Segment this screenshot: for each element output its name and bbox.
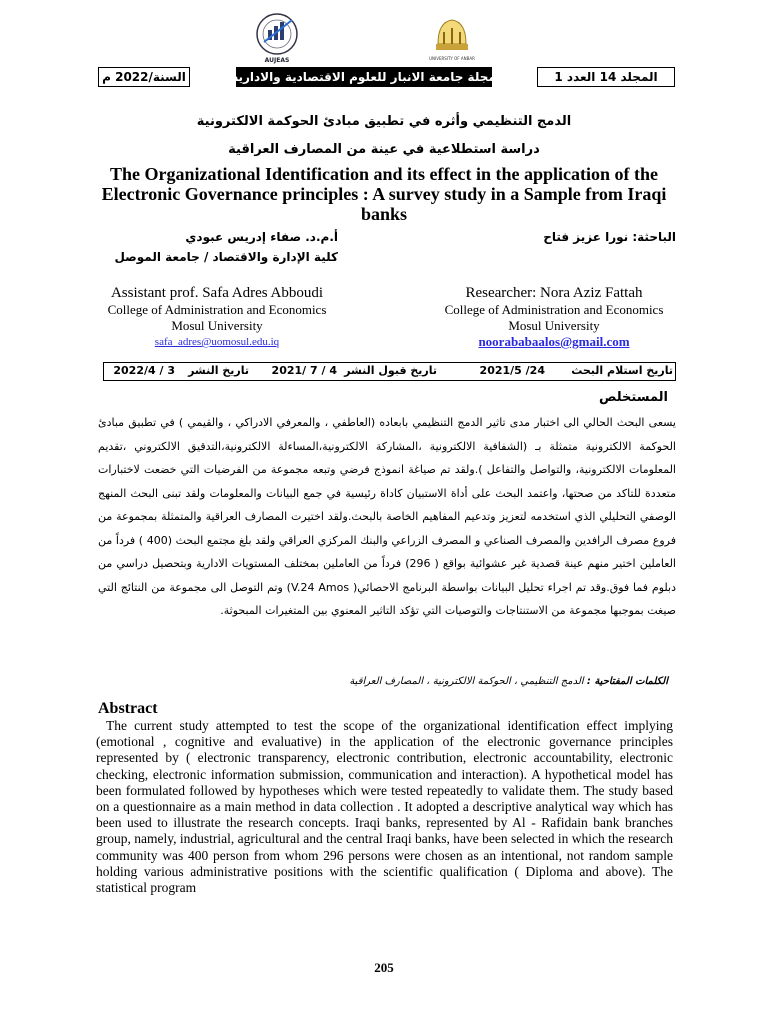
arabic-professor-name: أ.م.د. صفاء إدريس عبودي xyxy=(185,230,338,244)
arabic-keywords-label: الكلمات المفتاحية : xyxy=(586,676,668,687)
accepted-label: تاريخ قبول النشر xyxy=(344,364,437,377)
dates-box xyxy=(103,362,676,381)
aujeas-logo xyxy=(246,12,308,64)
arabic-keywords xyxy=(349,676,668,687)
aujeas-logo-text: AUJEAS xyxy=(264,57,290,64)
author-right-email[interactable]: noorababaalos@gmail.com xyxy=(478,334,630,349)
author-left-name: Assistant prof. Safa Adres Abboudi xyxy=(110,285,324,301)
arabic-abstract-heading: المستخلص xyxy=(599,390,668,405)
author-left-university: Mosul University xyxy=(171,318,263,333)
accepted-date: 2021/ 7 / 4 xyxy=(271,364,337,377)
received-date: 2021/5 /24 xyxy=(479,364,545,377)
journal-header-band xyxy=(98,66,675,88)
arabic-affiliation: كلية الإدارة والاقتصاد / جامعة الموصل xyxy=(114,250,338,264)
author-left-college: College of Administration and Economics xyxy=(107,302,327,317)
university-of-anbar-logo xyxy=(428,14,476,64)
author-right-name: Researcher: Nora Aziz Fattah xyxy=(465,285,643,301)
published-label: تاريخ النشر xyxy=(188,364,249,377)
arabic-keywords-list: الدمج التنظيمي ، الحوكمة الالكترونية ، المصارف العراقية xyxy=(349,676,584,687)
arabic-subtitle: دراسة استطلاعية في عينة من المصارف العراقية xyxy=(228,142,540,157)
page-number: 205 xyxy=(374,960,394,975)
english-title: The Organizational Identification and its effect in the application of the Electronic Governance principles : A survey study in a Sample from Iraqi banks xyxy=(101,164,667,224)
header-journal-name: مجلة جامعة الانبار للعلوم الاقتصادية والادارية xyxy=(236,67,492,87)
university-logo-text: UNIVERSITY OF ANBAR xyxy=(429,56,475,61)
header-year: السنة/2022 م xyxy=(98,67,190,87)
arabic-researcher-name: الباحثة: نورا عزيز فتاح xyxy=(543,230,676,244)
received-label: تاريخ استلام البحث xyxy=(571,364,673,377)
author-right-university: Mosul University xyxy=(508,318,600,333)
header-volume-issue: المجلد 14 العدد 1 xyxy=(537,67,675,87)
english-abstract-heading: Abstract xyxy=(98,700,158,717)
author-left-email[interactable]: safa_adres@uomosul.edu.iq xyxy=(154,336,280,348)
arabic-title: الدمج التنظيمي وأثره في تطبيق مبادئ الحوكمة الالكترونية xyxy=(196,114,572,129)
published-date: 2022/4 / 3 xyxy=(113,364,175,377)
arabic-abstract-text: يسعى البحث الحالي الى اختبار مدى تاثير الدمج التنظيمي بابعاده (العاطفي ، والمعرفي الادراكي ، والقيمي ) في تطبيق مبادئ الحوكمة الالكترونية متمثلة بـ (الشفافية الالكترونية ،المشاركة الالكترونية،المساءلة الالكترونية،التدقيق الالكتروني ،تقديم المعلومات الالكترونية، والتواصل والتفاعل ).ولقد تم صياغة انموذج فرضي وتبعه مجموعة من الفرضيات التي خضعت لاختبارات متعددة للتاكد من صحتها، واعتمد البحث على أداة الاستبيان كاداة رئيسية في جمع البيانات والمعلومات ولقد تبنى البحث المنهج الوصفي التحليلي الذي استخدمه لتعزيز وتدعيم المفاهيم الخاصة بالبحث.ولقد اختيرت المصارف العراقية والمتمثلة بمجموعة من فروع مصرف الرافدين والمصرف الصناعي و المصرف الزراعي والبنك المركزي العراقي ولقد بلغ مجتمع البحث (400 ) فرداً من العاملين اختير منهم عينة قصدية غير عشوائية بواقع ( 296) فرداً من العاملين بمختلف المستويات الادارية وبتحصيل دراسي من دبلوم فما فوق.وقد تم اجراء تحليل البيانات بواسطة البرنامج الاحصائي( V.24 Amos) وتم التوصل الى مجموعة من النتائج التي صيغت بموجبها مجموعة من الاستنتاجات والتوصيات التي تؤكد التاثير المعنوي بين المتغيرات المبحوثة. xyxy=(98,416,676,617)
author-right-college: College of Administration and Economics xyxy=(444,302,664,317)
author-block-left xyxy=(76,284,358,350)
english-abstract-text: The current study attempted to test the scope of the organizational identification effect implying (emotional , cognitive and evaluative) in the application of the electronic governance principles represented by ( electronic transparency, electronic contribution, electronic accountability, electronic checking, electronic information submission, communication and interaction). A hypothetical model has been formulated followed by hypotheses which were tested repeatedly to validate them. The study based on a questionnaire as a main method in data collection . It adopted a descriptive analytical way which has been used to illustrate the research concepts. Iraqi banks, represented by Al - Rafidain bank branches group, namely, industrial, agricultural and the central Iraqi banks, have been selected in which the research community was 400 person from whom 296 persons were chosen as an intentional, not random sample holding various administrative positions with the scientific qualification ( Diploma and above). The statistical program xyxy=(96,718,673,896)
author-block-right xyxy=(404,284,704,350)
